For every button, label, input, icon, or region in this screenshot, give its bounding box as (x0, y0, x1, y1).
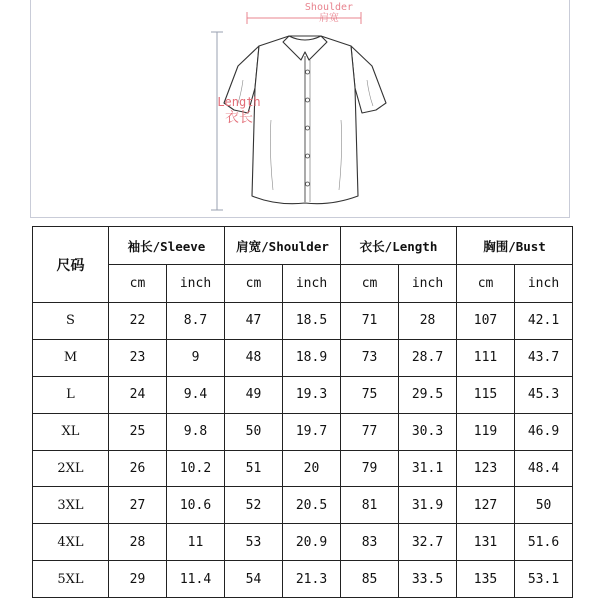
measurement-cell: 10.2 (167, 450, 225, 487)
table-row (33, 450, 573, 487)
size-cell: XL (33, 413, 109, 450)
shoulder-label (289, 2, 369, 24)
bust-header: 胸围/Bust (457, 227, 573, 265)
measurement-cell: 30.3 (399, 413, 457, 450)
measurement-cell: 48.4 (515, 450, 573, 487)
shoulder-label-cn: 肩宽 (319, 13, 339, 24)
measurement-cell: 43.7 (515, 339, 573, 376)
sleeve-header: 袖长/Sleeve (109, 227, 225, 265)
measurement-cell: 9 (167, 339, 225, 376)
measurement-cell: 81 (341, 487, 399, 524)
size-cell: 3XL (33, 487, 109, 524)
measurement-cell: 19.7 (283, 413, 341, 450)
measurement-cell: 51.6 (515, 524, 573, 561)
measurement-cell: 71 (341, 303, 399, 340)
unit-header: cm (457, 265, 515, 303)
measurement-cell: 18.5 (283, 303, 341, 340)
size-table-body (33, 303, 573, 598)
measurement-cell: 32.7 (399, 524, 457, 561)
length-header: 衣长/Length (341, 227, 457, 265)
measurement-cell: 31.1 (399, 450, 457, 487)
table-row (33, 413, 573, 450)
group-header-row (33, 227, 573, 265)
measurement-cell: 10.6 (167, 487, 225, 524)
measurement-cell: 75 (341, 376, 399, 413)
size-cell: L (33, 376, 109, 413)
measurement-cell: 11.4 (167, 561, 225, 598)
measurement-cell: 8.7 (167, 303, 225, 340)
shoulder-header: 肩宽/Shoulder (225, 227, 341, 265)
measurement-cell: 26 (109, 450, 167, 487)
table-row (33, 303, 573, 340)
measurement-cell: 29.5 (399, 376, 457, 413)
measurement-cell: 107 (457, 303, 515, 340)
measurement-cell: 24 (109, 376, 167, 413)
measurement-cell: 135 (457, 561, 515, 598)
measurement-cell: 28 (109, 524, 167, 561)
size-cell: M (33, 339, 109, 376)
table-row (33, 376, 573, 413)
measurement-cell: 31.9 (399, 487, 457, 524)
measurement-cell: 127 (457, 487, 515, 524)
measurement-cell: 53.1 (515, 561, 573, 598)
length-label-en: Length (217, 95, 261, 109)
unit-header: inch (167, 265, 225, 303)
measurement-cell: 54 (225, 561, 283, 598)
size-cell: 5XL (33, 561, 109, 598)
measurement-cell: 79 (341, 450, 399, 487)
measurement-cell: 73 (341, 339, 399, 376)
table-row (33, 487, 573, 524)
measurement-cell: 45.3 (515, 376, 573, 413)
unit-header: inch (515, 265, 573, 303)
size-chart-table (32, 226, 573, 598)
measurement-cell: 47 (225, 303, 283, 340)
measurement-cell: 53 (225, 524, 283, 561)
measurement-cell: 48 (225, 339, 283, 376)
measurement-cell: 49 (225, 376, 283, 413)
measurement-cell: 42.1 (515, 303, 573, 340)
unit-header: cm (341, 265, 399, 303)
unit-header-row (33, 265, 573, 303)
table-row (33, 339, 573, 376)
table-row (33, 524, 573, 561)
measurement-cell: 46.9 (515, 413, 573, 450)
measurement-cell: 18.9 (283, 339, 341, 376)
measurement-cell: 20 (283, 450, 341, 487)
measurement-cell: 50 (225, 413, 283, 450)
unit-header: cm (225, 265, 283, 303)
length-label-cn: 衣长 (225, 110, 253, 126)
measurement-cell: 85 (341, 561, 399, 598)
measurement-cell: 21.3 (283, 561, 341, 598)
measurement-cell: 131 (457, 524, 515, 561)
measurement-cell: 20.9 (283, 524, 341, 561)
shirt-illustration (31, 0, 571, 218)
measurement-cell: 9.4 (167, 376, 225, 413)
measurement-cell: 123 (457, 450, 515, 487)
measurement-cell: 28.7 (399, 339, 457, 376)
measurement-cell: 20.5 (283, 487, 341, 524)
length-label (199, 95, 279, 127)
measurement-cell: 50 (515, 487, 573, 524)
measurement-cell: 9.8 (167, 413, 225, 450)
table-row (33, 561, 573, 598)
measurement-cell: 25 (109, 413, 167, 450)
measurement-cell: 11 (167, 524, 225, 561)
measurement-cell: 119 (457, 413, 515, 450)
unit-header: inch (399, 265, 457, 303)
measurement-cell: 22 (109, 303, 167, 340)
measurement-cell: 111 (457, 339, 515, 376)
measurement-cell: 33.5 (399, 561, 457, 598)
size-cell: 2XL (33, 450, 109, 487)
measurement-cell: 28 (399, 303, 457, 340)
measurement-cell: 23 (109, 339, 167, 376)
size-cell: 4XL (33, 524, 109, 561)
shoulder-label-en: Shoulder (304, 2, 354, 13)
measurement-cell: 27 (109, 487, 167, 524)
measurement-cell: 115 (457, 376, 515, 413)
size-column-header: 尺码 (33, 227, 109, 303)
size-cell: S (33, 303, 109, 340)
measurement-cell: 19.3 (283, 376, 341, 413)
measurement-cell: 51 (225, 450, 283, 487)
shirt-diagram-panel (30, 0, 570, 218)
measurement-cell: 77 (341, 413, 399, 450)
unit-header: cm (109, 265, 167, 303)
measurement-cell: 52 (225, 487, 283, 524)
measurement-cell: 83 (341, 524, 399, 561)
measurement-cell: 29 (109, 561, 167, 598)
unit-header: inch (283, 265, 341, 303)
